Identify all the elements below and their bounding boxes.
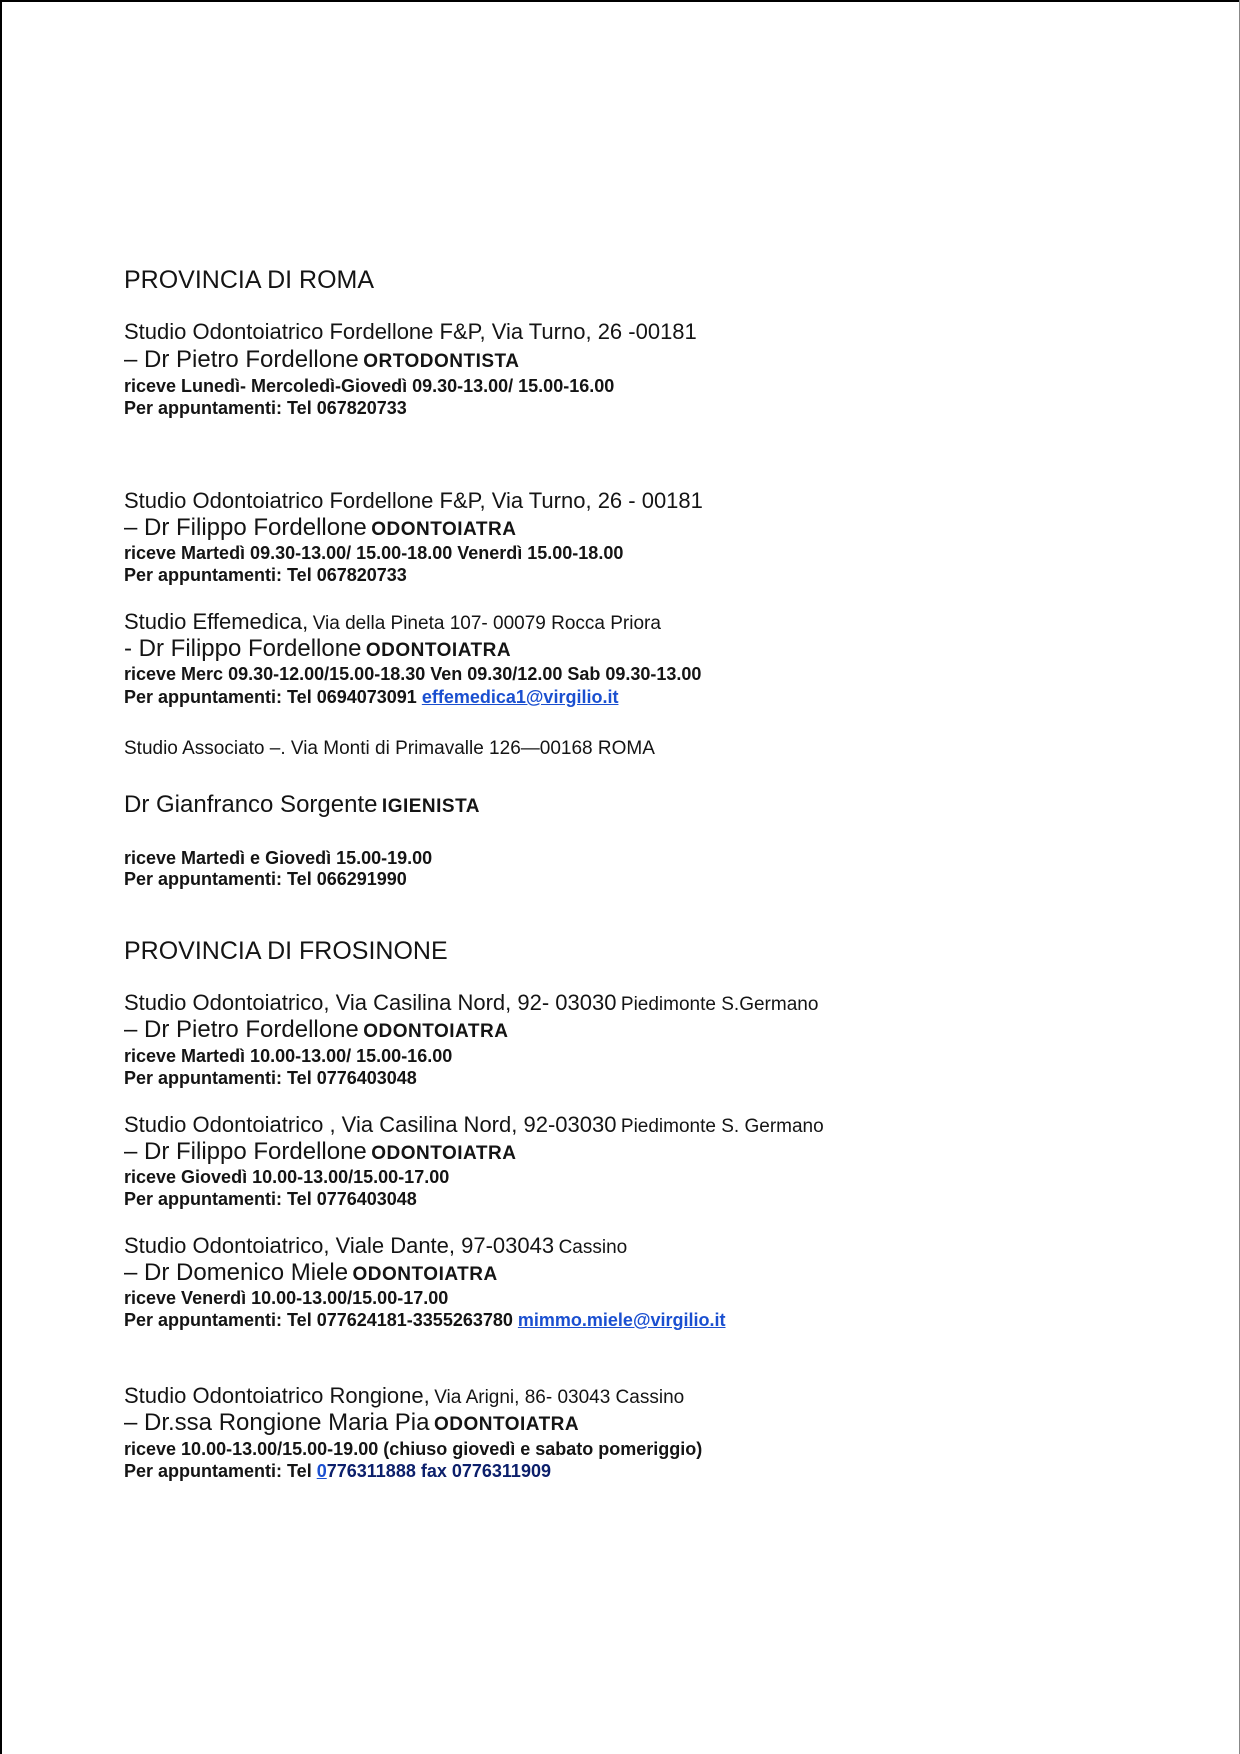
email-link[interactable]: mimmo.miele@virgilio.it: [517, 1310, 726, 1330]
phone-line: Per appuntamenti: Tel 0776403048: [124, 1189, 417, 1209]
studio-line: [124, 992, 818, 1014]
studio-address: Via della Pineta 107- 00079 Rocca Priora: [312, 613, 661, 634]
hours-line: riceve Lunedì- Mercoledì-Giovedì 09.30-13.00/ 15.00-16.00: [124, 376, 615, 396]
page-border-top: [0, 0, 1240, 2]
hours-line: riceve Martedì 10.00-13.00/ 15.00-16.00: [124, 1046, 453, 1066]
studio-line: [124, 1114, 824, 1136]
studio-city: Cassino: [558, 1237, 628, 1258]
doctor-name: – Dr Pietro Fordellone: [124, 346, 359, 373]
hours-line: riceve Venerdì 10.00-13.00/15.00-17.00: [124, 1288, 449, 1308]
phone-line: Per appuntamenti: Tel 067820733: [124, 398, 407, 418]
doctor-role: IGIENISTA: [381, 796, 481, 817]
doctor-role: ODONTOIATRA: [352, 1264, 498, 1285]
hours-line: riceve Giovedì 10.00-13.00/15.00-17.00: [124, 1167, 450, 1187]
doctor-name: – Dr.ssa Rongione Maria Pia: [124, 1409, 430, 1436]
hours-line: riceve Martedì 09.30-13.00/ 15.00-18.00 Venerdì 15.00-18.00: [124, 543, 624, 563]
studio-name: Studio Effemedica,: [124, 609, 309, 634]
phone-line: Per appuntamenti: Tel 0776403048: [124, 1068, 417, 1088]
studio-address: Studio Odontoiatrico , Via Casilina Nord, 92-03030: [124, 1112, 617, 1137]
doctor-line: [124, 637, 511, 661]
phone-text: Per appuntamenti: Tel 0694073091: [124, 687, 417, 707]
studio-line: [124, 1385, 684, 1407]
doctor-name: - Dr Filippo Fordellone: [124, 635, 362, 662]
hours-line: riceve Martedì e Giovedì 15.00-19.00: [124, 848, 433, 868]
studio-city: Piedimonte S.Germano: [620, 994, 819, 1015]
phone-line: Per appuntamenti: Tel 067820733: [124, 565, 407, 585]
doctor-role: ODONTOIATRA: [371, 1143, 517, 1164]
doctor-line: [124, 1140, 516, 1164]
studio-line: Studio Odontoiatrico Fordellone F&P, Via Turno, 26 - 00181: [124, 488, 703, 513]
studio-city: Piedimonte S. Germano: [620, 1116, 824, 1137]
phone-text: Per appuntamenti: Tel: [124, 1461, 312, 1481]
studio-line: Studio Odontoiatrico Fordellone F&P, Via Turno, 26 -00181: [124, 319, 697, 344]
studio-line: [124, 611, 661, 633]
doctor-role: ORTODONTISTA: [363, 351, 520, 372]
doctor-line: [124, 348, 519, 372]
phone-line: Per appuntamenti: Tel 066291990: [124, 869, 407, 889]
doctor-role: ODONTOIATRA: [363, 1021, 509, 1042]
phone-line: [124, 1311, 726, 1329]
doctor-name: – Dr Domenico Miele: [124, 1259, 349, 1286]
doctor-role: ODONTOIATRA: [365, 640, 512, 661]
doctor-line: [124, 793, 480, 817]
doctor-name: – Dr Pietro Fordellone: [124, 1016, 359, 1043]
phone-number: 776311888 fax 0776311909: [326, 1461, 551, 1481]
email-link[interactable]: effemedica1@virgilio.it: [421, 687, 619, 707]
doctor-role: ODONTOIATRA: [433, 1414, 580, 1435]
doctor-role: ODONTOIATRA: [371, 519, 517, 540]
section-heading-frosinone: PROVINCIA DI FROSINONE: [124, 937, 448, 965]
phone-line: [124, 688, 618, 706]
studio-line: [124, 1235, 627, 1257]
doctor-name: – Dr Filippo Fordellone: [124, 514, 367, 541]
phone-link-digit[interactable]: 0: [316, 1461, 327, 1481]
hours-line: riceve 10.00-13.00/15.00-19.00 (chiuso giovedì e sabato pomeriggio): [124, 1439, 703, 1459]
studio-name: Studio Odontoiatrico Rongione,: [124, 1383, 430, 1408]
doctor-line: [124, 1261, 498, 1285]
studio-address: Studio Odontoiatrico, Via Casilina Nord, 92- 03030: [124, 990, 617, 1015]
phone-text: Per appuntamenti: Tel 077624181-3355263780: [124, 1310, 513, 1330]
doctor-name: Dr Gianfranco Sorgente: [124, 791, 378, 818]
studio-address: Studio Odontoiatrico, Viale Dante, 97-03043: [124, 1233, 555, 1258]
studio-line: Studio Associato –. Via Monti di Primavalle 126—00168 ROMA: [124, 738, 655, 759]
doctor-line: [124, 1018, 508, 1042]
doctor-line: [124, 516, 516, 540]
doctor-line: [124, 1411, 579, 1435]
doctor-name: – Dr Filippo Fordellone: [124, 1138, 367, 1165]
page-border-left: [0, 0, 2, 1754]
phone-line: [124, 1462, 551, 1480]
hours-line: riceve Merc 09.30-12.00/15.00-18.30 Ven 09.30/12.00 Sab 09.30-13.00: [124, 664, 702, 684]
section-heading-roma: PROVINCIA DI ROMA: [124, 266, 375, 294]
studio-address: Via Arigni, 86- 03043 Cassino: [434, 1387, 685, 1408]
